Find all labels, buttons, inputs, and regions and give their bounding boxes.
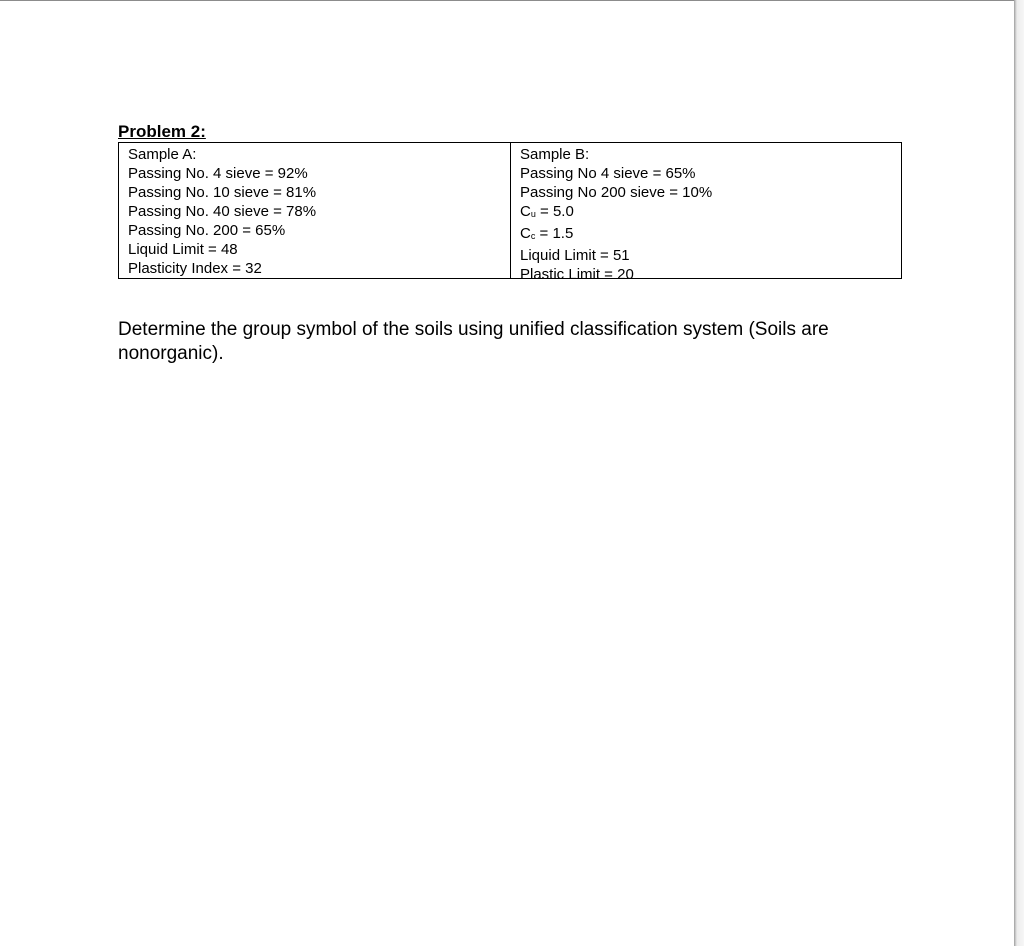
samples-table — [118, 142, 902, 283]
sample-a-passing-no40: Passing No. 40 sieve = 78% — [128, 203, 317, 220]
cc-subscript: c — [530, 231, 536, 241]
page-edge-shadow — [1014, 0, 1024, 946]
sample-b-cc — [520, 224, 901, 246]
cu-subscript: u — [530, 209, 536, 219]
sample-a-plasticity-index: Plasticity Index = 32 — [128, 260, 262, 277]
cu-symbol: C — [520, 203, 531, 220]
sample-b-cell — [510, 143, 901, 283]
top-border — [0, 0, 1024, 1]
sample-b-liquid-limit: Liquid Limit = 51 — [520, 247, 630, 264]
question-text: Determine the group symbol of the soils using unified classification system (Soils are nonorganic). — [118, 319, 829, 364]
sample-a-heading: Sample A: — [128, 146, 197, 163]
sample-a-cell — [119, 143, 510, 278]
sample-b-cu — [520, 202, 901, 224]
sample-a-passing-no10: Passing No. 10 sieve = 81% — [128, 184, 317, 201]
sample-b-plastic-limit: Plastic Limit = 20 — [520, 266, 634, 283]
sample-b-heading: Sample B: — [520, 146, 590, 163]
cc-symbol: C — [520, 225, 531, 242]
cu-value: = 5.0 — [535, 203, 574, 220]
sample-b-passing-no200: Passing No 200 sieve = 10% — [520, 184, 713, 201]
sample-a-passing-no4: Passing No. 4 sieve = 92% — [128, 165, 308, 182]
cc-value: = 1.5 — [535, 225, 574, 242]
sample-b-passing-no4: Passing No 4 sieve = 65% — [520, 165, 696, 182]
sample-a-liquid-limit: Liquid Limit = 48 — [128, 241, 238, 258]
sample-a-passing-no200: Passing No. 200 = 65% — [128, 222, 286, 239]
problem-title: Problem 2: — [118, 122, 206, 141]
